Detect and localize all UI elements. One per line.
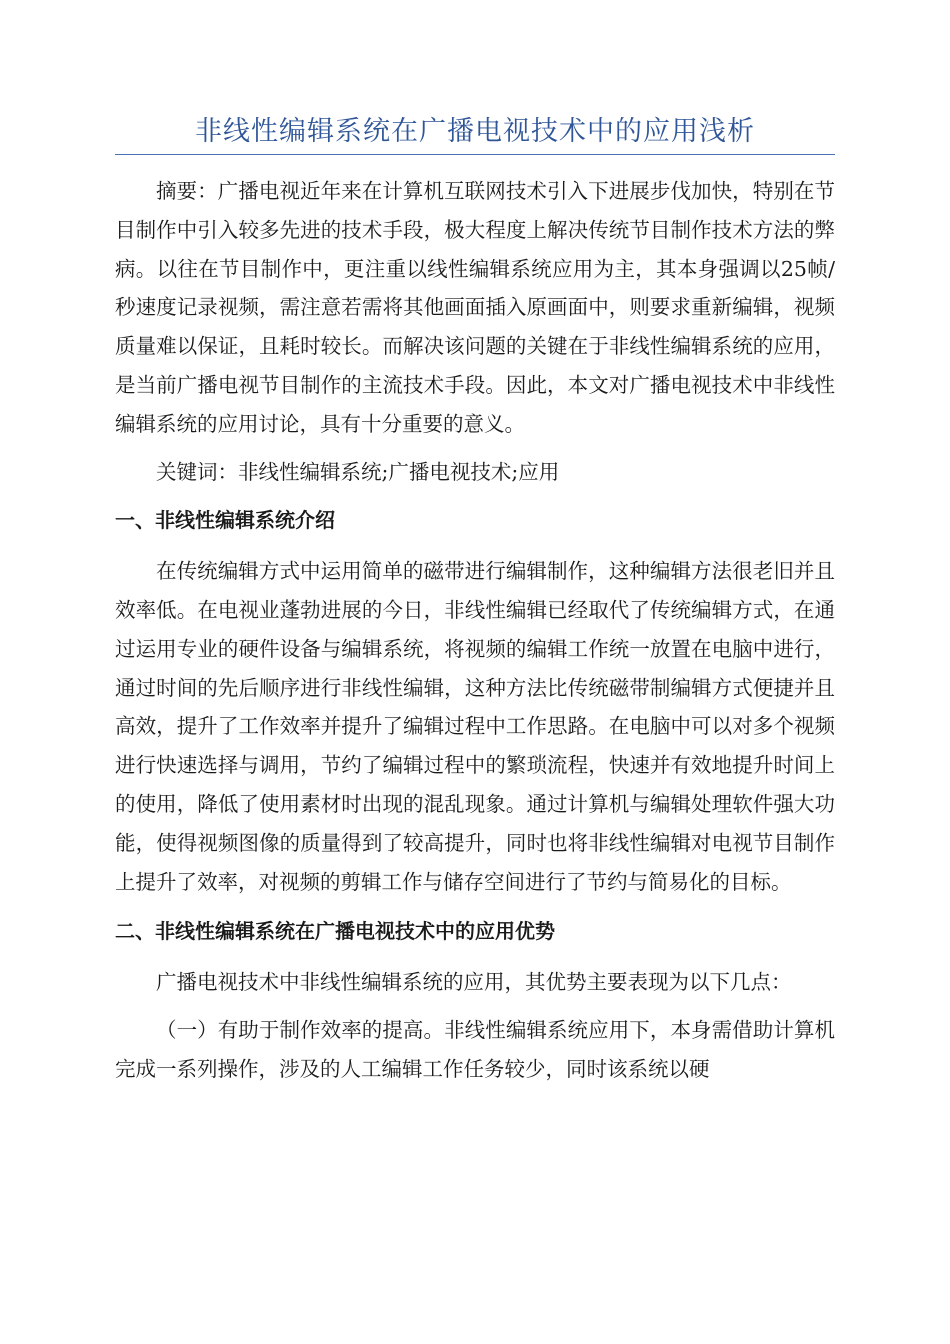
section-heading-2: 二、非线性编辑系统在广播电视技术中的应用优势 (115, 919, 555, 944)
section-heading-1: 一、非线性编辑系统介绍 (115, 508, 335, 533)
section-2-intro-paragraph: 广播电视技术中非线性编辑系统的应用，其优势主要表现为以下几点： (156, 970, 792, 995)
title-underline (115, 154, 835, 155)
abstract-paragraph: 摘要：广播电视近年来在计算机互联网技术引入下进展步伐加快，特别在节目制作中引入较多先进的技术手段，极大程度上解决传统节目制作技术方法的弊病。以往在节目制作中，更注重以线性编辑系统应用为主，其本身强调以25帧/秒速度记录视频，需注意若需将其他画面插入原画面中，则要求重新编辑，视频质量难以保证，且耗时较长。而解决该问题的关键在于非线性编辑系统的应用，是当前广播电视节目制作的主流技术手段。因此，本文对广播电视技术中非线性编辑系统的应用讨论，具有十分重要的意义。 (115, 179, 835, 436)
keywords-line: 关键词：非线性编辑系统;广播电视技术;应用 (156, 459, 560, 484)
section-1-paragraph: 在传统编辑方式中运用简单的磁带进行编辑制作，这种编辑方法很老旧并且效率低。在电视业蓬勃进展的今日，非线性编辑已经取代了传统编辑方式，在通过运用专业的硬件设备与编辑系统，将视频的编辑工作统一放置在电脑中进行，通过时间的先后顺序进行非线性编辑，这种方法比传统磁带制编辑方式便捷并且高效，提升了工作效率并提升了编辑过程中工作思路。在电脑中可以对多个视频进行快速选择与调用，节约了编辑过程中的繁琐流程，快速并有效地提升时间上的使用，降低了使用素材时出现的混乱现象。通过计算机与编辑处理软件强大功能，使得视频图像的质量得到了较高提升，同时也将非线性编辑对电视节目制作上提升了效率，对视频的剪辑工作与储存空间进行了节约与简易化的目标。 (115, 559, 835, 894)
section-2-point-1-paragraph: （一）有助于制作效率的提高。非线性编辑系统应用下，本身需借助计算机完成一系列操作，涉及的人工编辑工作任务较少，同时该系统以硬 (115, 1017, 835, 1081)
document-body (115, 172, 835, 1089)
document-title: 非线性编辑系统在广播电视技术中的应用浅析 (195, 116, 755, 147)
